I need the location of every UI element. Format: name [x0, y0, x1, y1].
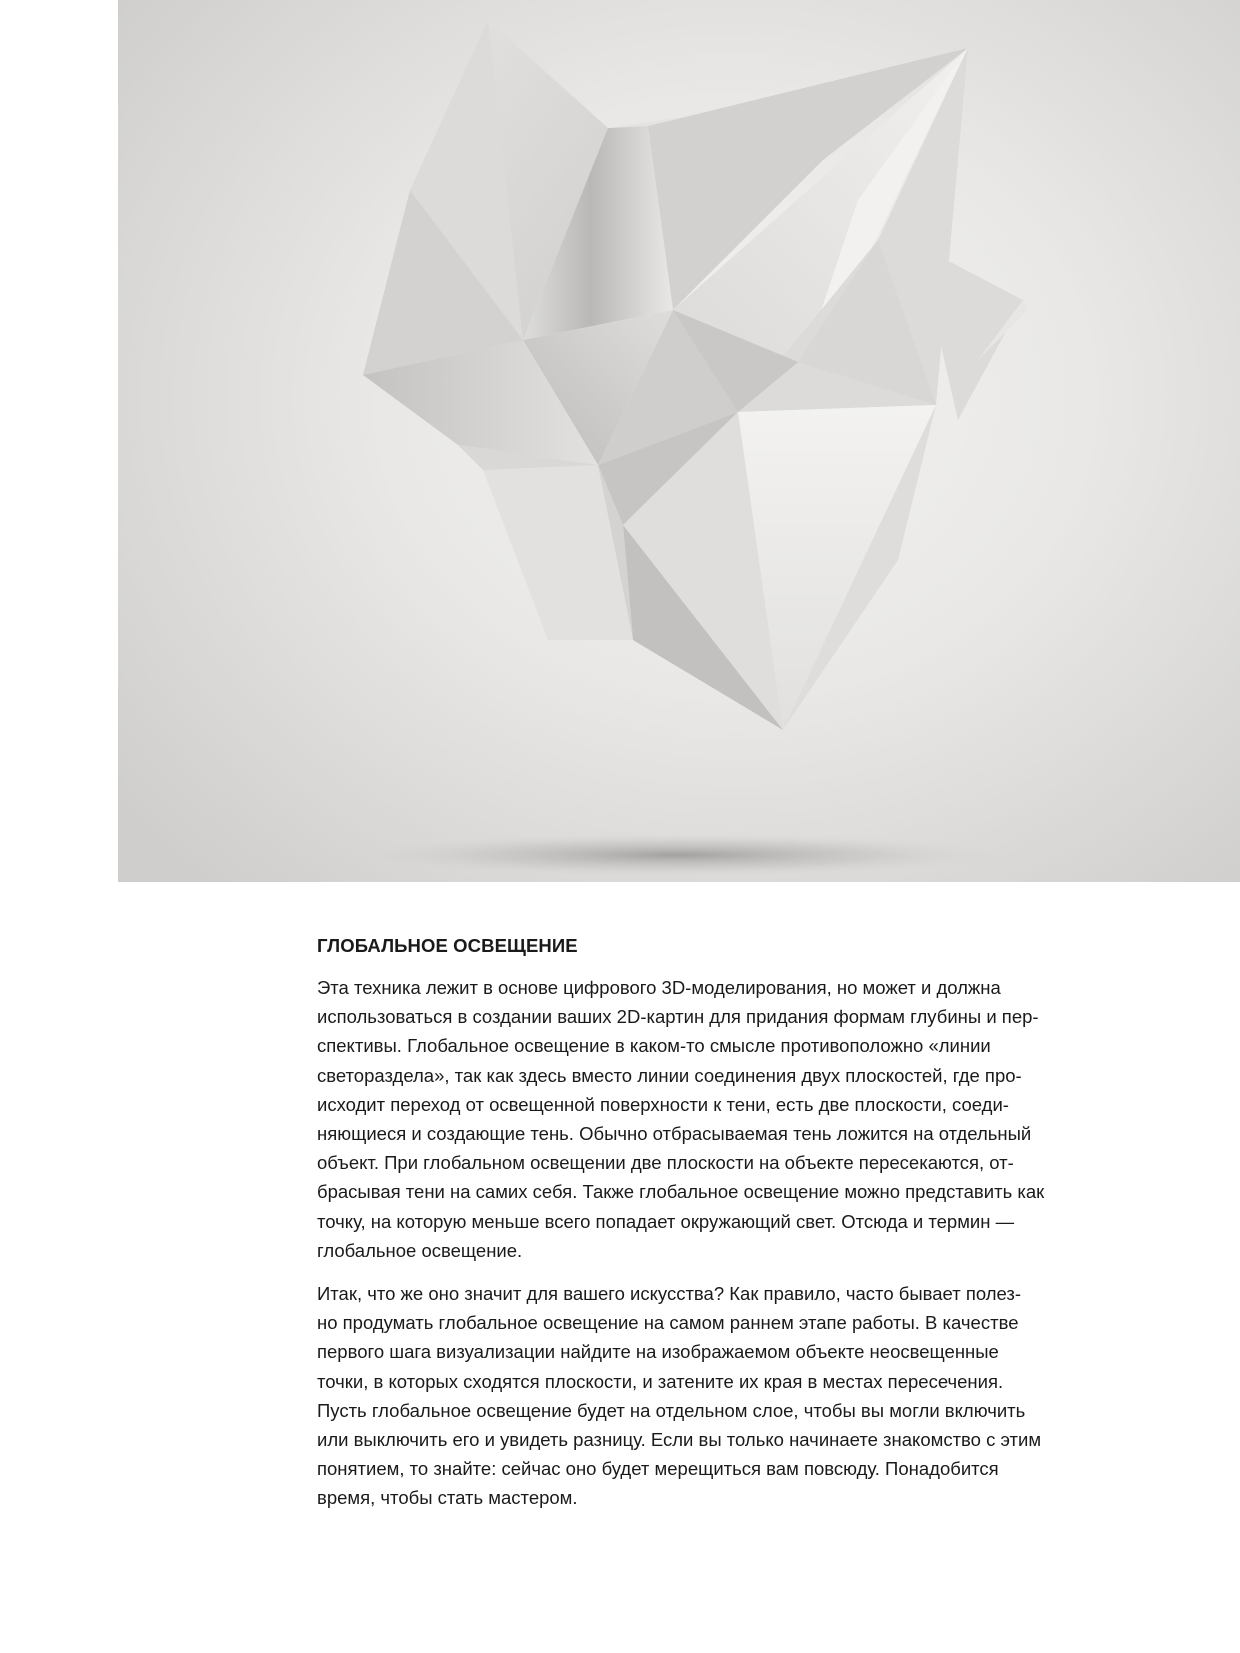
- floor-shadow: [348, 833, 1008, 877]
- section-heading: ГЛОБАЛЬНОЕ ОСВЕЩЕНИЕ: [317, 935, 578, 956]
- body-paragraph: Итак, что же оно значит для вашего искусства? Как правило, часто бывает полез- но продумать глобальное освещение на самом раннем этапе работы. В качестве первого шага визуализации найдите на изображаемом объекте неосвещенные точки, в которых сходятся плоскости, и затените их края в местах пересечения. Пусть глобальное освещение будет на отдельном слое, чтобы вы могли включить или выключить его и увидеть разницу. Если вы только начинаете знакомство с этим понятием, то знайте: сейчас оно будет мерещиться вам повсюду. Понадобится время, чтобы стать мастером.: [317, 1283, 1042, 1509]
- body-paragraph: Эта техника лежит в основе цифрового 3D-моделирования, но может и должна использоваться в создании ваших 2D-картин для придания формам глубины и пер- спективы. Глобальное освещение в каком-то смысле противоположно «линии светораздела», так как здесь вместо линии соединения двух плоскостей, где про- исходит переход от освещенной поверхности к тени, есть две плоскости, соеди- няющиеся и создающие тень. Обычно отбрасываемая тень ложится на отдельный объект. При глобальном освещении две плоскости на объекте пересекаются, от- брасывая тени на самих себя. Также глобальное освещение можно представить как точку, на которую меньше всего попадает окружающий свет. Отсюда и термин — глобальное освещение.: [317, 977, 1045, 1261]
- low-poly-crystal-icon: [118, 0, 1240, 882]
- article: [317, 934, 1093, 1527]
- hero-illustration: [118, 0, 1240, 882]
